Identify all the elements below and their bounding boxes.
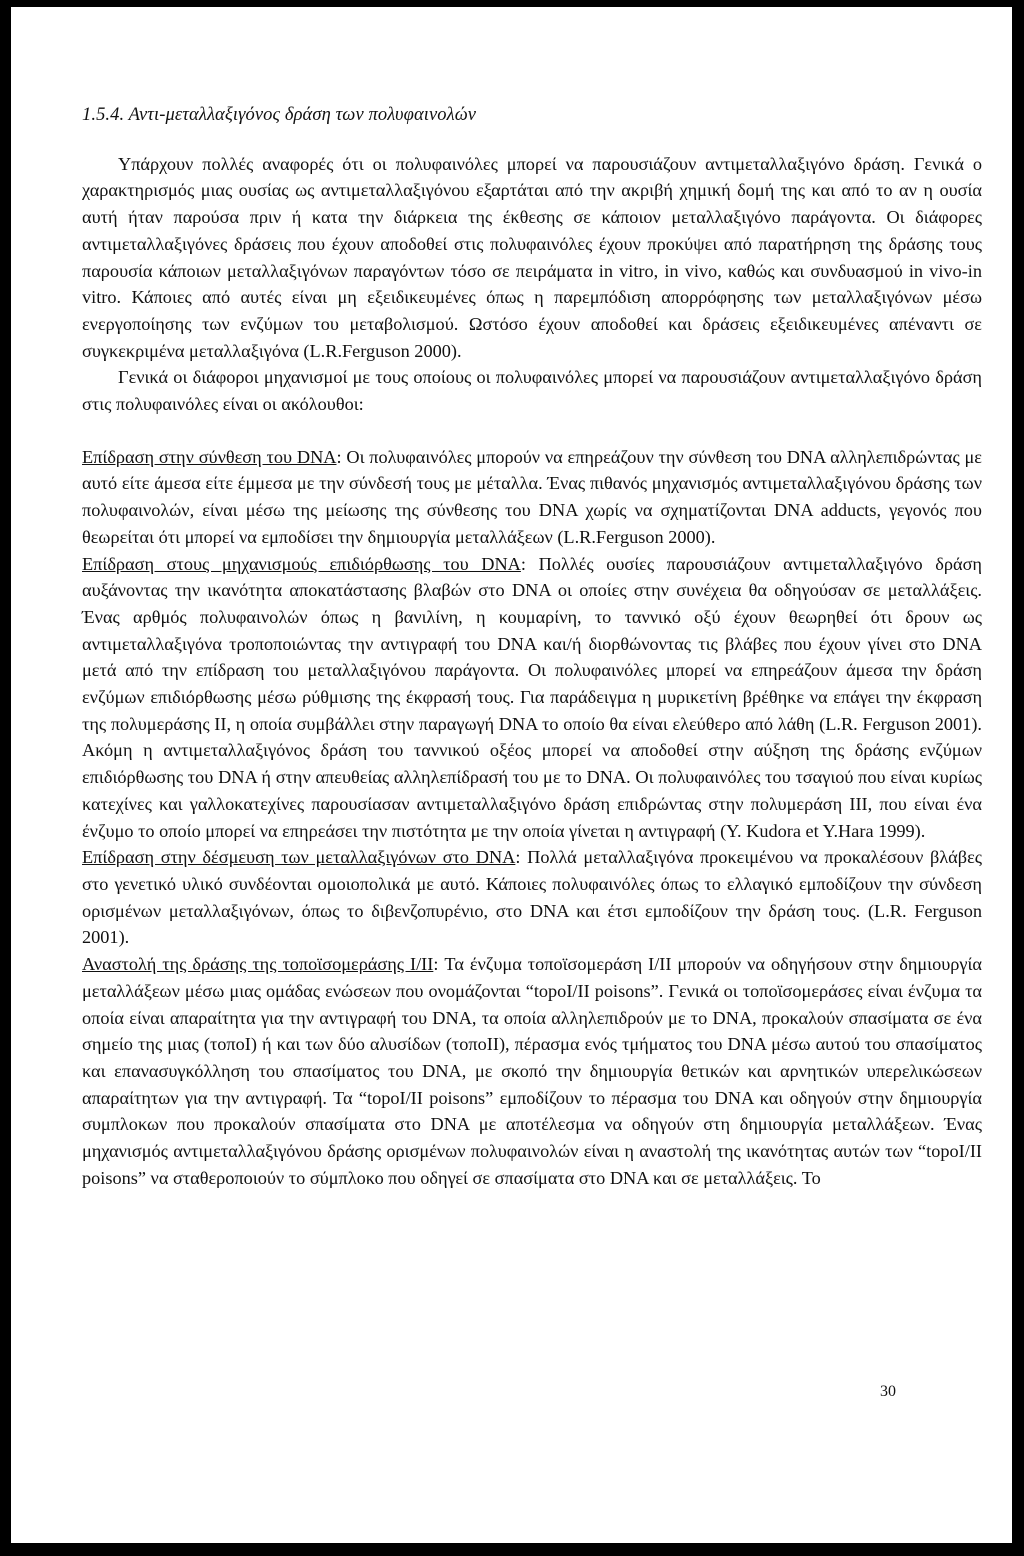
paragraph-intro: Υπάρχουν πολλές αναφορές ότι οι πολυφαινόλες μπορεί να παρουσιάζουν αντιμεταλλαξιγόνο δράση. Γενικά ο χαρακτηρισμός μιας ουσίας ως αντιμεταλλαξιγόνου εξαρτάται από την ακριβή χημική δομή της και από το αν η ουσία αυτή ήταν παρούσα πριν ή κατα την διάρκεια της έκθεσης σε κάποιον μεταλλαξιγόνο παράγοντα. Οι διάφορες αντιμεταλλαξιγόνες δράσεις που έχουν αποδοθεί στις πολυφαινόλες έχουν προκύψει από παρατήρηση της δράσης τους παρουσία κάποιων μεταλλαξιγόνων παραγόντων τόσο σε πειράματα in vitro, in vivo, καθώς και συνδυασμού in vivo-in vitro. Κάποιες από αυτές είναι μη εξειδικευμένες όπως η παρεμπόδιση απορρόφησης των μεταλλαξιγόνων μέσω ενεργοποίησης των ενζύμων του μεταβολισμού. Ωστόσο έχουν αποδοθεί και δράσεις εξειδικευμένες απέναντι σε συγκεκριμένα μεταλλαξιγόνα (L.R.Ferguson 2000). bbox=[82, 153, 982, 361]
mechanism-dna-repair bbox=[82, 551, 982, 845]
mechanism-topoisomerase bbox=[82, 951, 982, 1191]
mechanism-text: : Τα ένζυμα τοποϊσομεράση I/II μπορούν να οδηγήσουν στην δημιουργία μεταλλάξεων μέσω μιας ομάδας ενώσεων που ονομάζονται “topoI/II poisons”. Γενικά οι τοποϊσομεράσες είναι ένζυμα τα οποία είναι απαραίτητα για την αντιγραφή του DNA, τα οποία αλληλεπιδρούν με το DNA, προκαλούν σπασίματα σε ένα σημείο της μιας (τοποΙ) ή και των δύο αλυσίδων (τοποΙΙ), πέρασμα ενός τμήματος του DNA μέσω αυτού του σπασίματος και επανασυγκόλληση του σπασίματος του DNA, με σκοπό την δημιουργία θετικών και αρνητικών υπερελικώσεων απαραίτητων για την αντιγραφή. Τα “topoI/II poisons” εμποδίζουν το πέρασμα του DNA και οδηγούν στην δημιουργία συμπλοκων που προκαλούν σπασίματα στο DNA με αποτέλεσμα να οδηγούν στη δημιουργία μεταλλάξεων. Ένας μηχανισμός αντιμεταλλαξιγόνου δράσης ορισμένων πολυφαινολών είναι η αναστολή της ικανότητας αυτών των “topoI/II poisons” να σταθεροποιούν το σύμπλοκο που οδηγεί σε σπασίματα στο DNA και σε μεταλλάξεις. Το bbox=[82, 954, 982, 1188]
document-page bbox=[11, 7, 1012, 1543]
mechanism-title: Επίδραση στην σύνθεση του DNA bbox=[82, 446, 337, 467]
document-body bbox=[82, 102, 982, 1191]
mechanism-title: Επίδραση στους μηχανισμούς επιδιόρθωσης του DNA bbox=[82, 553, 521, 574]
section-heading: 1.5.4. Αντι-μεταλλαξιγόνος δράση των πολυφαινολών bbox=[82, 105, 477, 125]
page-number: 30 bbox=[880, 1383, 896, 1400]
mechanism-text: : Οι πολυφαινόλες μπορούν να επηρεάζουν την σύνθεση του DNA αλληλεπιδρώντας με αυτό είτε άμεσα είτε έμμεσα με την σύνδεσή τους με μέταλλα. Ένας πιθανός μηχανισμός αντιμεταλλαξιγόνου δράσης των πολυφαινολών, είναι μέσω της μείωσης της σύνθεσης του DNA χωρίς να σχηματίζονται DNA adducts, γεγονός που θεωρείται ότι μπορεί να εμποδίσει την δημιουργία μεταλλάξεων (L.R.Ferguson 2000). bbox=[82, 446, 982, 547]
mechanism-text: : Πολλές ουσίες παρουσιάζουν αντιμεταλλαξιγόνο δράση αυξάνοντας την ικανότητα αποκατάστασης βλαβών στο DNA οι οποίες στην συνέχεια θα οδηγούσαν σε μεταλλάξεις. Ένας αρθμός πολυφαινολών όπως η βανιλίνη, η κουμαρίνη, το ταννικό οξύ έχουν θεωρηθεί ότι δρουν ως αντιμεταλλαξιγόνα τροποποιώντας την αντιγραφή του DNA και/ή διορθώνοντας τις βλάβες που έχουν γίνει στο DNA μετά από την επίδραση του μεταλλαξιγόνου παράγοντα. Οι πολυφαινόλες μπορεί να επηρεάζουν άμεσα την δράση ενζύμων επιδιόρθωσης μέσω ρύθμισης της έκφρασή τους. Για παράδειγμα η μυρικετίνη βρέθηκε να επάγει την έκφραση της πολυμεράσης II, η οποία συμβάλλει στην παραγωγή DNA το οποίο θα είναι ελεύθερο από λάθη (L.R. Ferguson 2001). Ακόμη η αντιμεταλλαξιγόνος δράση του ταννικού οξέος μπορεί να αποδοθεί στην αύξηση της δράσης ενζύμων επιδιόρθωσης του DNA ή στην απευθείας αλληλεπίδρασή του με το DNA. Οι πολυφαινόλες του τσαγιού που είναι κυρίως κατεχίνες και γαλλοκατεχίνες παρουσίασαν αντιμεταλλαξιγόνο δράση επιδρώντας στην πολυμεράση III, που είναι ένα ένζυμο το οποίο μπορεί να επηρεάσει την πιστότητα με την οποία γίνεται η αντιγραφή (Y. Kudora et Y.Hara 1999). bbox=[82, 553, 982, 841]
mechanism-title: Επίδραση στην δέσμευση των μεταλλαξιγόνων στο DNA bbox=[82, 847, 516, 868]
mechanism-text: : Πολλά μεταλλαξιγόνα προκειμένου να προκαλέσουν βλάβες στο γενετικό υλικό συνδέονται ομοιοπολικά με αυτό. Κάποιες πολυφαινόλες όπως το ελλαγικό εμποδίζουν την σύνδεση ορισμένων μεταλλαξιγόνων, όπως το διβενζοπυρένιο, στο DNA και έτσι εμποδίζουν την δράση τους. (L.R. Ferguson 2001). bbox=[82, 847, 982, 948]
mechanism-mutagen-binding bbox=[82, 844, 982, 951]
mechanism-dna-synthesis bbox=[82, 444, 982, 551]
paragraph-mechanisms: Γενικά οι διάφοροι μηχανισμοί με τους οποίους οι πολυφαινόλες μπορεί να παρουσιάζουν αντιμεταλλαξιγόνο δράση στις πολυφαινόλες είναι οι ακόλουθοι: bbox=[82, 367, 982, 415]
mechanism-title: Αναστολή της δράσης της τοποϊσομεράσης I/II bbox=[82, 954, 434, 975]
